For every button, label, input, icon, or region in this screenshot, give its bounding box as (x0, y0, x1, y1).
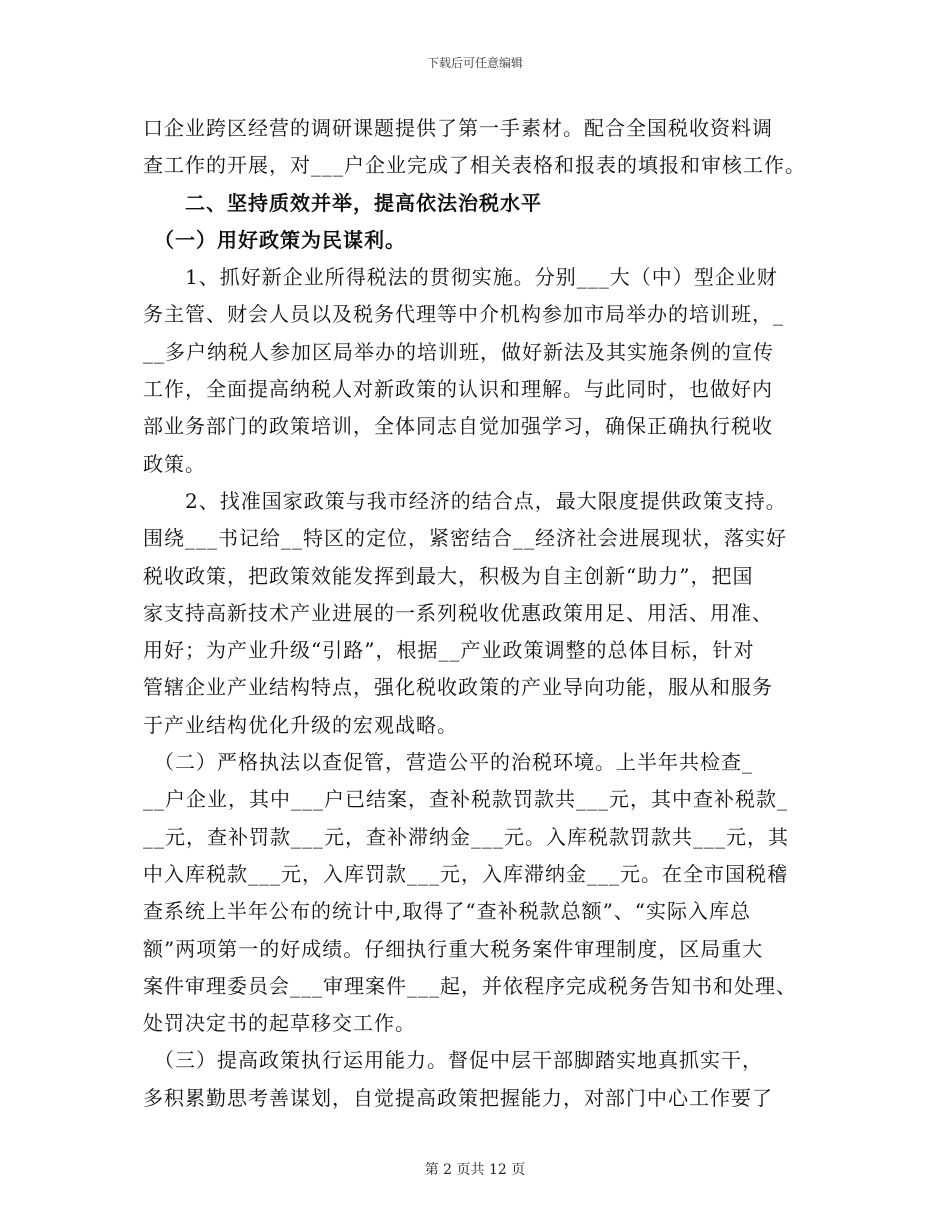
body-text-line: 家支持高新技术产业进展的一系列税收优惠政策用足、用活、用准、 (143, 600, 773, 625)
body-text-line: 政策。 (143, 451, 206, 476)
body-text-line: __户企业，其中___户已结案，查补税款罚款共___元，其中查补税款_ (143, 787, 788, 812)
section-heading-line: （一）用好政策为民谋利。 (143, 227, 406, 252)
body-text-line: （三）提高政策执行运用能力。督促中层干部脚踏实地真抓实干， (143, 1048, 763, 1073)
body-text-line: 围绕___书记给__特区的定位，紧密结合__经济社会进展现状，落实好 (143, 526, 787, 551)
body-text-line: 务主管、财会人员以及税务代理等中介机构参加市局举办的培训班，_ (143, 302, 784, 327)
body-text-line: 案件审理委员会___审理案件___起，并依程序完成税务告知书和处理、 (143, 973, 797, 998)
body-text-line: 于产业结构优化升级的宏观战略。 (143, 712, 458, 737)
body-text-line: 税收政策，把政策效能发挥到最大，积极为自主创新“助力”，把国 (143, 563, 754, 588)
document-body (143, 110, 811, 1117)
body-text-line: __元，查补罚款___元，查补滞纳金___元。入库税款罚款共___元，其 (143, 824, 789, 849)
page-footer: 第 2 页共 12 页 (424, 1162, 526, 1178)
section-heading-line: 二、坚持质效并举，提高依法治税水平 (143, 190, 542, 215)
body-text-line: 部业务部门的政策培训，全体同志自觉加强学习，确保正确执行税收 (143, 414, 773, 439)
body-text-line: __多户纳税人参加区局举办的培训班，做好新法及其实施条例的宣传 (143, 339, 774, 364)
body-text-line: 管辖企业产业结构特点，强化税收政策的产业导向功能，服从和服务 (143, 675, 773, 700)
body-text-line: 查工作的开展，对___户企业完成了相关表格和报表的填报和审核工作。 (143, 153, 806, 178)
body-text-line: 工作，全面提高纳税人对新政策的认识和理解。与此同时，也做好内 (143, 377, 773, 402)
body-text-line: 2、找准国家政策与我市经济的结合点，最大限度提供政策支持。 (143, 488, 787, 513)
body-text-line: 处罚决定书的起草移交工作。 (143, 1011, 416, 1036)
body-text-line: 口企业跨区经营的调研课题提供了第一手素材。配合全国税收资料调 (143, 116, 773, 140)
body-text-line: 查系统上半年公布的统计中,取得了“查补税款总额”、“实际入库总 (143, 899, 752, 924)
body-text-line: 多积累勤思考善谋划，自觉提高政策把握能力，对部门中心工作要了 (143, 1085, 773, 1110)
body-text-line: （二）严格执法以查促管，营造公平的治税环境。上半年共检查_ (143, 750, 753, 775)
body-text-line: 额”两项第一的好成绩。仔细执行重大税务案件审理制度，区局重大 (143, 936, 764, 961)
body-text-line: 用好；为产业升级“引路”，根据__产业政策调整的总体目标，针对 (143, 638, 755, 663)
page-header: 下载后可任意编辑 (426, 56, 523, 70)
body-text-line: 中入库税款___元，入库罚款___元，入库滞纳金___元。在全市国税稽 (143, 861, 788, 886)
body-text-line: 1、抓好新企业所得税法的贯彻实施。分别___大（中）型企业财 (143, 265, 778, 290)
